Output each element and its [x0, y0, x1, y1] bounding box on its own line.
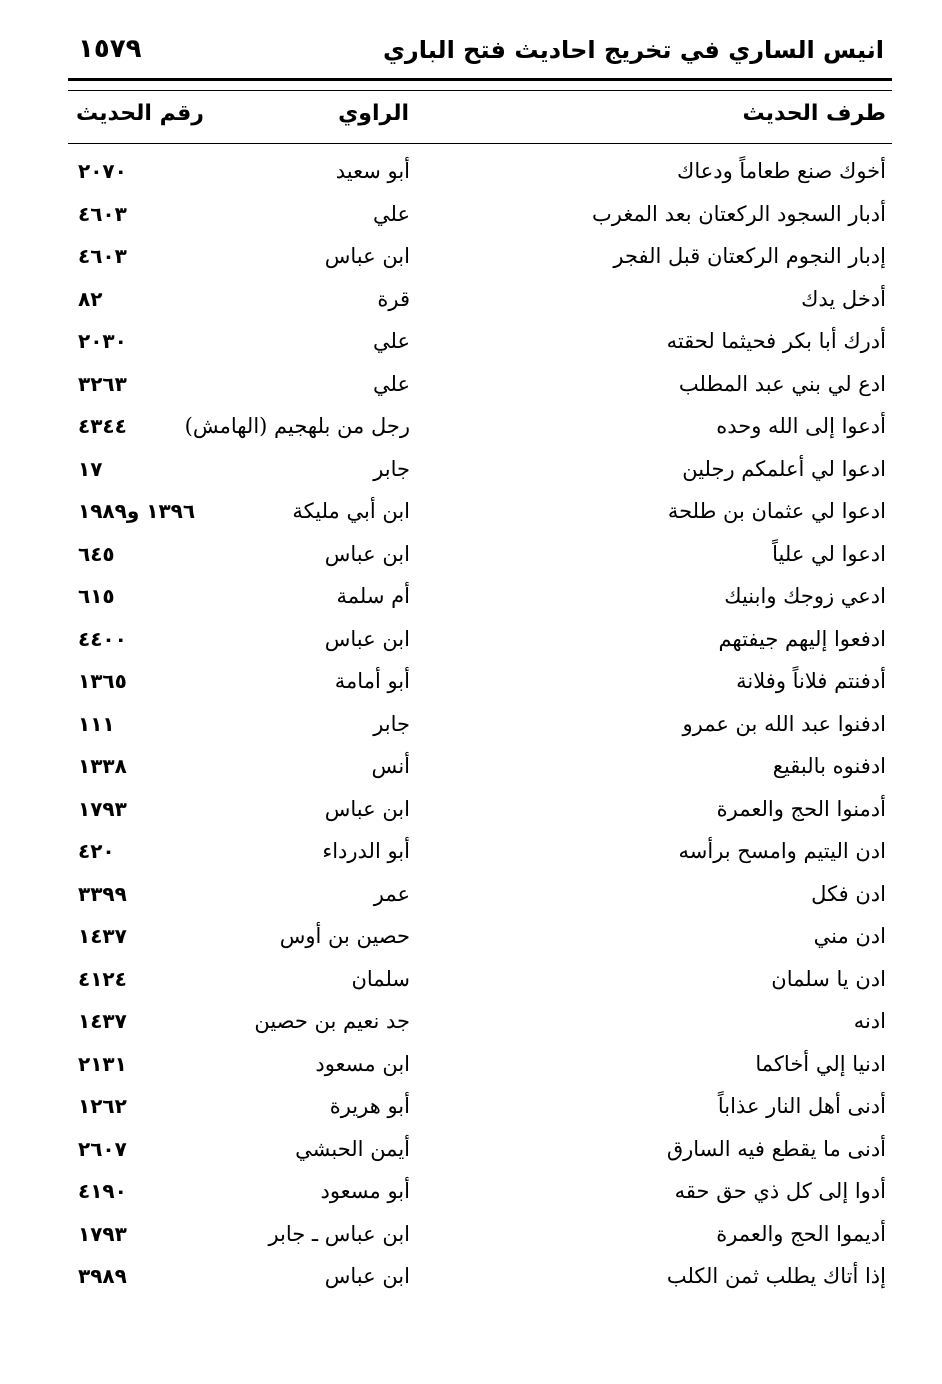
hadith-number: ٤١٢٤ [78, 966, 127, 991]
narrator-name: علي [373, 371, 410, 396]
hadith-fragment: أديموا الحج والعمرة [716, 1221, 886, 1246]
narrator-name: قرة [377, 286, 410, 311]
index-row [0, 150, 942, 193]
hadith-number: ٤٢٠ [78, 839, 115, 863]
index-row [0, 703, 942, 746]
index-row [0, 830, 942, 873]
index-row [0, 448, 942, 491]
index-row [0, 1085, 942, 1128]
column-header-narrator: الراوي [338, 101, 409, 126]
narrator-name: سلمان [351, 966, 410, 991]
hadith-fragment: أدفنتم فلاناً وفلانة [736, 669, 886, 693]
narrator-name: حصين بن أوس [279, 924, 410, 948]
hadith-fragment: ادنه [853, 1009, 886, 1033]
index-row [0, 363, 942, 406]
index-row [0, 958, 942, 1001]
index-row [0, 1213, 942, 1256]
narrator-name: ابن أبي مليكة [292, 499, 410, 523]
index-row [0, 915, 942, 958]
hadith-number: ١٣٣٨ [78, 754, 127, 778]
hadith-number: ٢٦٠٧ [78, 1136, 127, 1161]
hadith-number: ٤٣٤٤ [78, 414, 127, 438]
narrator-name: أيمن الحبشي [295, 1136, 410, 1161]
hadith-number: ٣٩٨٩ [78, 1264, 127, 1288]
index-row [0, 788, 942, 831]
hadith-fragment: ادعوا لي عثمان بن طلحة [667, 499, 886, 523]
hadith-number: ٤٦٠٣ [78, 201, 127, 226]
hadith-fragment: ادفعوا إليهم جيفتهم [718, 626, 886, 651]
narrator-name: ابن عباس [324, 626, 410, 651]
index-row [0, 405, 942, 448]
narrator-name: علي [373, 201, 410, 226]
index-row [0, 320, 942, 363]
hadith-fragment: ادن يا سلمان [771, 966, 886, 991]
index-row [0, 873, 942, 916]
narrator-name: ابن عباس [324, 796, 410, 821]
hadith-number: ١٧٩٣ [78, 796, 127, 821]
hadith-number: ٨٢ [78, 286, 103, 311]
index-row [0, 1255, 942, 1298]
header-rule-thin [68, 90, 892, 91]
hadith-index-list [0, 150, 942, 1298]
hadith-fragment: إدبار النجوم الركعتان قبل الفجر [613, 244, 886, 268]
index-row [0, 490, 942, 533]
hadith-number: ١٧ [78, 456, 103, 481]
narrator-name: علي [373, 329, 410, 353]
index-row [0, 533, 942, 576]
hadith-fragment: أخوك صنع طعاماً ودعاك [677, 159, 886, 183]
hadith-number: ١٤٣٧ [78, 1009, 127, 1033]
index-row [0, 575, 942, 618]
hadith-number: ١٣٩٦ و١٩٨٩ [78, 499, 196, 523]
hadith-number: ٤٦٠٣ [78, 244, 127, 268]
hadith-fragment: ادعي زوجك وابنيك [724, 584, 886, 608]
hadith-fragment: أدنى ما يقطع فيه السارق [666, 1136, 886, 1161]
hadith-number: ٣٣٩٩ [78, 881, 127, 906]
narrator-name: أبو الدرداء [322, 839, 410, 863]
narrator-name: جد نعيم بن حصين [254, 1009, 410, 1033]
hadith-fragment: ادن اليتيم وامسح برأسه [678, 839, 886, 863]
hadith-fragment: أدعوا إلى الله وحده [716, 414, 886, 438]
hadith-fragment: إذا أتاك يطلب ثمن الكلب [666, 1264, 886, 1288]
index-row [0, 745, 942, 788]
hadith-number: ٦٤٥ [78, 541, 115, 566]
hadith-number: ١١١ [78, 711, 115, 736]
hadith-fragment: أدمنوا الحج والعمرة [716, 796, 886, 821]
narrator-name: جابر [373, 711, 410, 736]
narrator-name: أبو سعيد [335, 159, 410, 183]
hadith-number: ١٢٦٢ [78, 1094, 127, 1118]
hadith-fragment: ادفنوه بالبقيع [772, 754, 886, 778]
index-row [0, 618, 942, 661]
hadith-fragment: ادعوا لي أعلمكم رجلين [682, 456, 886, 481]
hadith-fragment: أدبار السجود الركعتان بعد المغرب [592, 201, 886, 226]
hadith-number: ٦١٥ [78, 584, 115, 608]
narrator-name: ابن مسعود [315, 1051, 410, 1076]
narrator-name: أبو مسعود [320, 1179, 410, 1203]
narrator-name: ابن عباس [324, 244, 410, 268]
hadith-fragment: ادع لي بني عبد المطلب [678, 371, 886, 396]
index-row [0, 1170, 942, 1213]
header-rule-thick [68, 78, 892, 81]
hadith-number: ٣٢٦٣ [78, 371, 127, 396]
hadith-number: ٢٠٧٠ [78, 159, 127, 183]
index-row [0, 1000, 942, 1043]
hadith-fragment: ادنيا إلي أخاكما [755, 1051, 886, 1076]
page-number: ١٥٧٩ [78, 34, 142, 64]
narrator-name: أم سلمة [336, 584, 410, 608]
column-header-hadith: طرف الحديث [742, 101, 886, 126]
column-header-number: رقم الحديث [76, 101, 204, 126]
hadith-fragment: ادن مني [813, 924, 886, 948]
hadith-number: ٤٤٠٠ [78, 626, 127, 651]
hadith-number: ٤١٩٠ [78, 1179, 127, 1203]
hadith-fragment: ادن فكل [811, 881, 886, 906]
hadith-fragment: أدنى أهل النار عذاباً [717, 1094, 886, 1118]
hadith-fragment: ادعوا لي علياً [772, 541, 886, 566]
hadith-number: ٢٠٣٠ [78, 329, 127, 353]
narrator-name: رجل من بلهجيم (الهامش) [184, 414, 410, 438]
hadith-fragment: أدوا إلى كل ذي حق حقه [674, 1179, 886, 1203]
narrator-name: أبو أمامة [334, 669, 410, 693]
hadith-number: ١٤٣٧ [78, 924, 127, 948]
narrator-name: عمر [373, 881, 410, 906]
narrator-name: ابن عباس ـ جابر [268, 1221, 410, 1246]
index-row [0, 660, 942, 703]
index-row [0, 1128, 942, 1171]
hadith-number: ١٣٦٥ [78, 669, 127, 693]
narrator-name: جابر [373, 456, 410, 481]
hadith-number: ٢١٣١ [78, 1051, 127, 1076]
narrator-name: أنس [371, 754, 410, 778]
hadith-number: ١٧٩٣ [78, 1221, 127, 1246]
narrator-name: ابن عباس [324, 1264, 410, 1288]
index-row [0, 193, 942, 236]
narrator-name: أبو هريرة [329, 1094, 410, 1118]
hadith-fragment: أدخل يدك [801, 286, 886, 311]
index-row [0, 235, 942, 278]
hadith-fragment: أدرك أبا بكر فحيثما لحقته [666, 329, 886, 353]
hadith-fragment: ادفنوا عبد الله بن عمرو [682, 711, 886, 736]
narrator-name: ابن عباس [324, 541, 410, 566]
index-row [0, 278, 942, 321]
column-header-rule [68, 143, 892, 144]
index-row [0, 1043, 942, 1086]
book-title: انيس الساري في تخريج احاديث فتح الباري [382, 36, 884, 64]
